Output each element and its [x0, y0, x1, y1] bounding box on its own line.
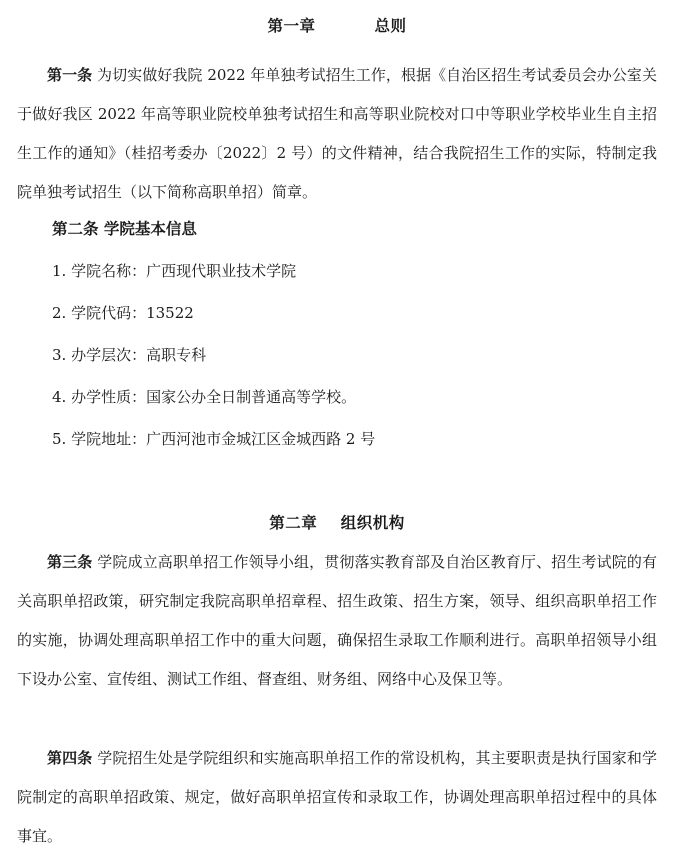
info-item-education-level: 3. 办学层次：高职专科: [52, 346, 207, 364]
article-3-text: 学院成立高职单招工作领导小组，贯彻落实教育部及自治区教育厅、招生考试院的有关高职单招政策，研究制定我院高职单招章程、招生政策、招生方案，领导、组织高职单招工作的实施，协调处理高职单招工作中的重大问题，确保招生录取工作顺利进行。高职单招领导小组下设办公室、宣传组、测试工作组、督查组、财务组、网络中心及保卫等。: [17, 553, 657, 688]
article-4-text: 学院招生处是学院组织和实施高职单招工作的常设机构，其主要职责是执行国家和学院制定的高职单招政策、规定，做好高职单招宣传和录取工作，协调处理高职单招过程中的具体事宜。: [17, 749, 657, 845]
info-item-school-address: 5. 学院地址：广西河池市金城江区金城西路 2 号: [52, 430, 376, 448]
article-1-lead: 第一条: [47, 66, 93, 84]
article-4-lead: 第四条: [47, 749, 93, 767]
article-3-paragraph: [17, 543, 657, 699]
article-3-lead: 第三条: [47, 553, 93, 571]
article-1-text: 为切实做好我院 2022 年单独考试招生工作，根据《自治区招生考试委员会办公室关于做好我区 2022 年高等职业院校单独考试招生和高等职业院校对口中等职业学校毕业生自主招生工作的通知》（桂招考委办〔2022〕2 号）的文件精神，结合我院招生工作的实际，特制定我院单独考试招生（以下简称高职单招）简章。: [17, 66, 657, 201]
info-item-school-name: 1. 学院名称：广西现代职业技术学院: [52, 262, 297, 280]
info-item-school-code: 2. 学院代码：13522: [52, 304, 194, 322]
info-item-school-nature: 4. 办学性质：国家公办全日制普通高等学校。: [52, 388, 357, 406]
chapter-2-title: 第二章 组织机构: [269, 513, 405, 532]
chapter-1-title: 第一章 总则: [267, 16, 407, 35]
article-2-heading: 第二条 学院基本信息: [52, 219, 197, 238]
article-1-paragraph: [17, 56, 657, 212]
article-4-paragraph: [17, 739, 657, 856]
